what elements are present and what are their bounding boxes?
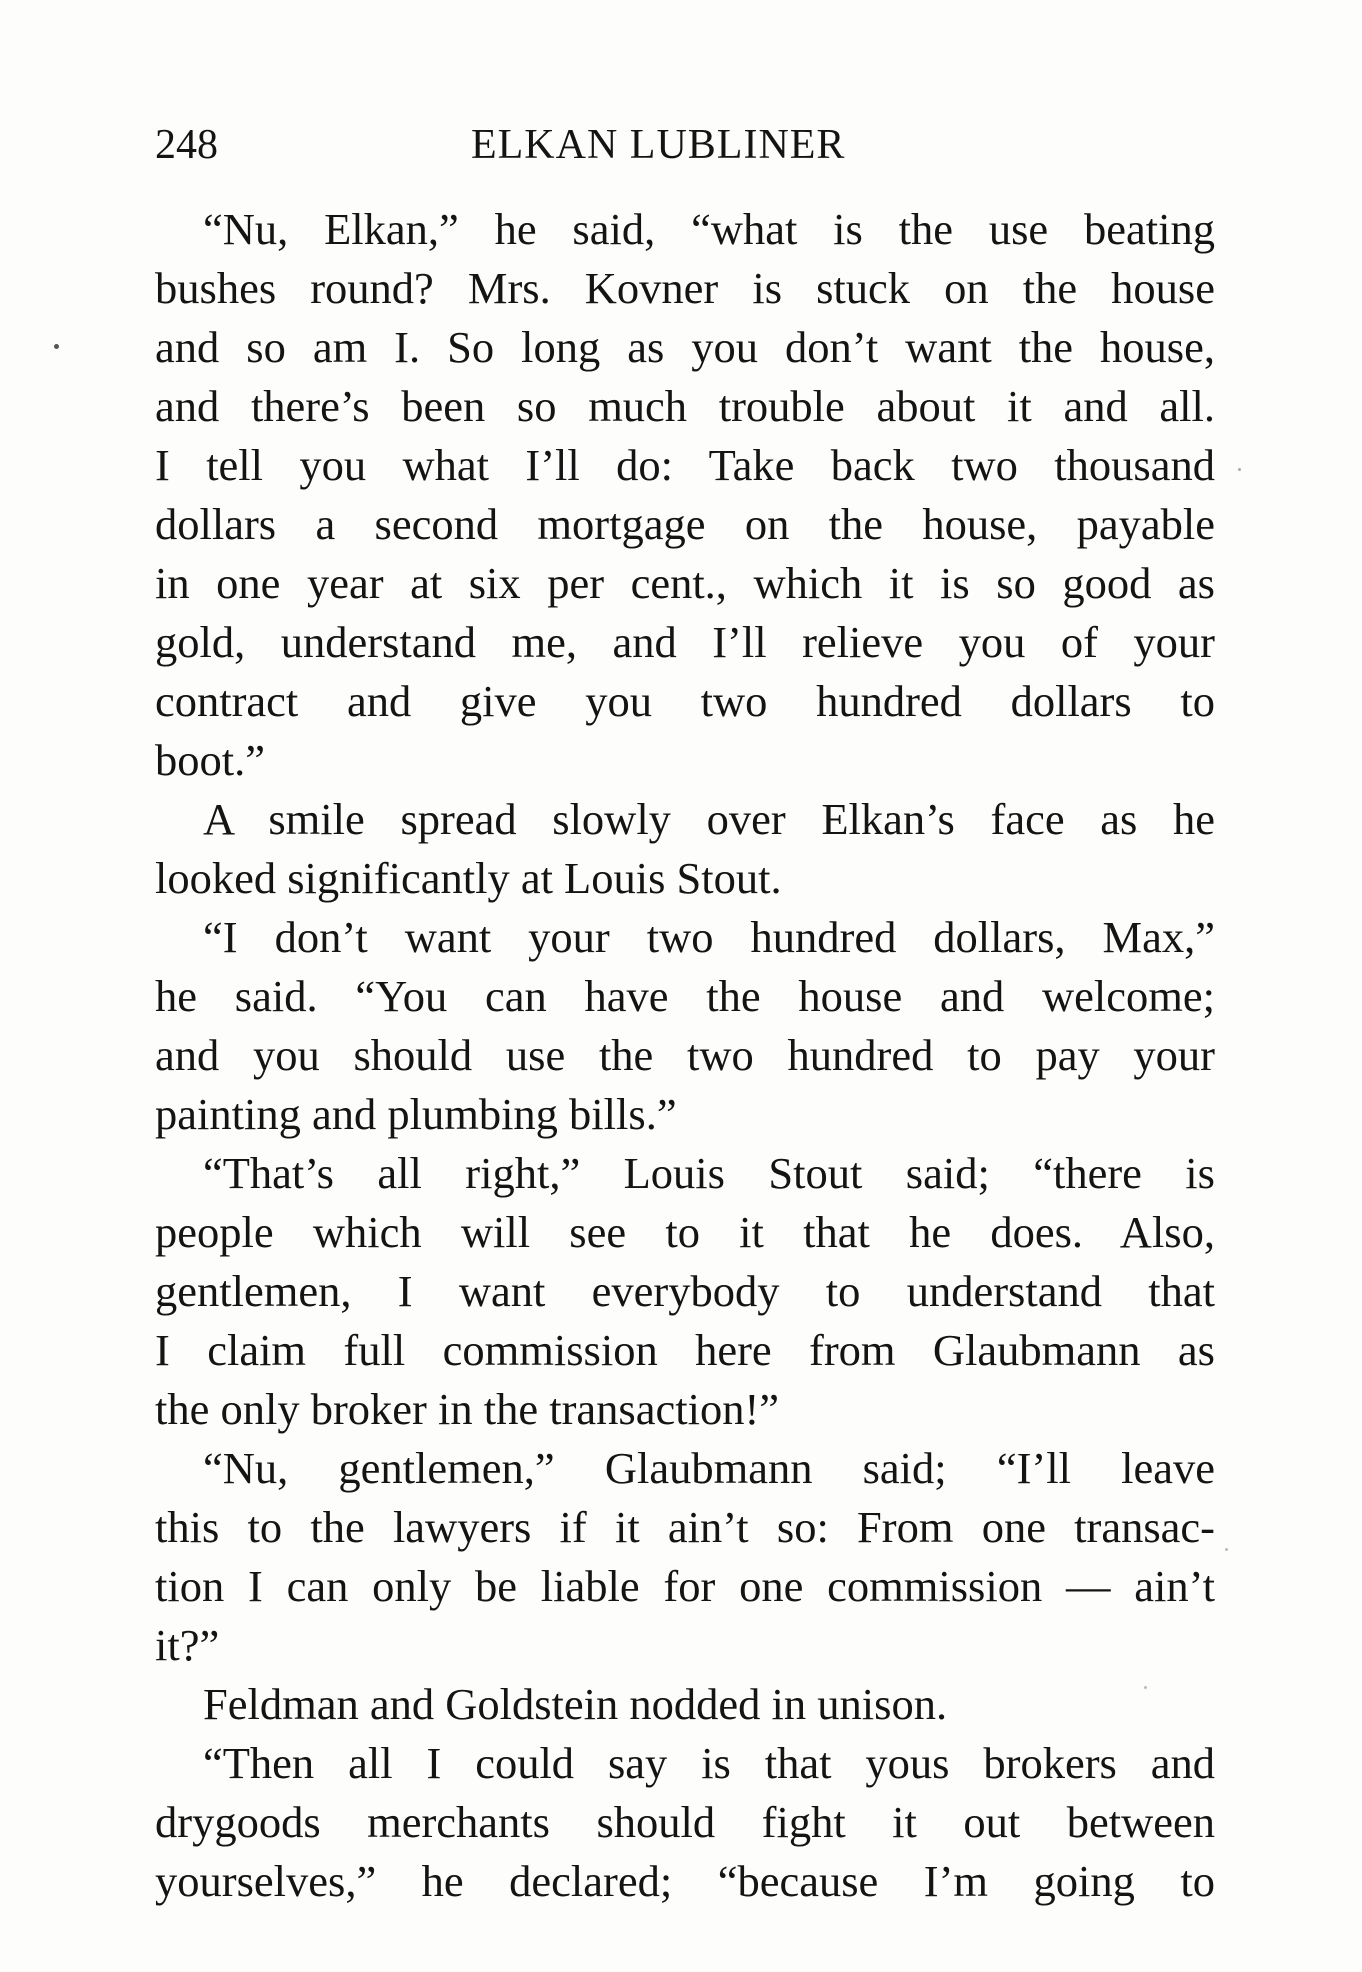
body-text (155, 200, 1215, 1911)
text-line: yourselves,” he declared; “because I’m going to (155, 1856, 1215, 1906)
text-line: gentlemen, I want everybody to understand that (155, 1266, 1215, 1316)
text-line: I claim full commission here from Glaubmann as (155, 1325, 1215, 1375)
text-line: “Nu, gentlemen,” Glaubmann said; “I’ll leave (203, 1443, 1215, 1493)
paragraph (155, 1734, 1215, 1911)
text-line: gold, understand me, and I’ll relieve you of your (155, 617, 1215, 667)
text-line: in one year at six per cent., which it is so good as (155, 558, 1215, 608)
text-line: people which will see to it that he does. Also, (155, 1207, 1215, 1257)
text-line: looked significantly at Louis Stout. (155, 853, 782, 903)
text-line: it?” (155, 1620, 220, 1670)
text-line: “Nu, Elkan,” he said, “what is the use beating (203, 204, 1215, 254)
page-header (155, 120, 1215, 170)
text-line: bushes round? Mrs. Kovner is stuck on the house (155, 263, 1215, 313)
paragraph (155, 1439, 1215, 1675)
text-line: dollars a second mortgage on the house, payable (155, 499, 1215, 549)
page-number: 248 (155, 122, 218, 168)
running-head: ELKAN LUBLINER (471, 122, 846, 168)
paragraph (155, 908, 1215, 1144)
text-line: boot.” (155, 735, 265, 785)
text-line: he said. “You can have the house and welcome; (155, 971, 1215, 1021)
paragraph (155, 790, 1215, 908)
text-line: “I don’t want your two hundred dollars, Max,” (203, 912, 1215, 962)
text-line: A smile spread slowly over Elkan’s face as he (203, 794, 1215, 844)
paragraph (155, 1144, 1215, 1439)
text-line: I tell you what I’ll do: Take back two thousand (155, 440, 1215, 490)
text-line: painting and plumbing bills.” (155, 1089, 677, 1139)
paragraph (155, 1675, 1215, 1734)
scan-speck (1225, 1548, 1228, 1551)
text-line: and you should use the two hundred to pay your (155, 1030, 1215, 1080)
text-line: and there’s been so much trouble about it and all. (155, 381, 1215, 431)
scan-speck (54, 344, 59, 349)
text-line: and so am I. So long as you don’t want the house, (155, 322, 1215, 372)
scan-speck (1238, 468, 1241, 471)
text-line: the only broker in the transaction!” (155, 1384, 780, 1434)
paragraph (155, 200, 1215, 790)
text-line: this to the lawyers if it ain’t so: From one transac- (155, 1502, 1215, 1552)
scan-speck (1144, 1686, 1147, 1689)
text-line: “Then all I could say is that yous brokers and (203, 1738, 1215, 1788)
text-line: Feldman and Goldstein nodded in unison. (203, 1679, 948, 1729)
text-line: “That’s all right,” Louis Stout said; “there is (203, 1148, 1215, 1198)
text-line: contract and give you two hundred dollars to (155, 676, 1215, 726)
text-line: tion I can only be liable for one commission — ain’t (155, 1561, 1215, 1611)
text-line: drygoods merchants should fight it out between (155, 1797, 1215, 1847)
